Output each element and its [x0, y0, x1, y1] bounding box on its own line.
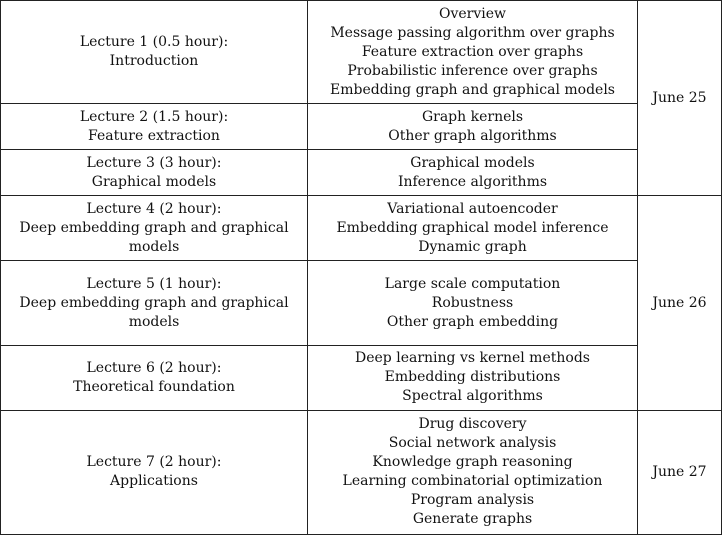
lecture-topic: Introduction — [109, 53, 199, 70]
content-item: Overview — [438, 5, 507, 22]
date-cell — [638, 410, 722, 534]
contents-cell — [308, 410, 638, 534]
table-row — [1, 261, 722, 345]
contents-cell — [308, 104, 638, 150]
content-item: Learning combinatorial optimization — [342, 473, 603, 490]
lecture-title: Lecture 2 (1.5 hour): — [79, 108, 229, 125]
content-item: Other graph embedding — [386, 313, 559, 330]
date-cell — [638, 196, 722, 410]
lecture-topic: Theoretical foundation — [73, 378, 235, 395]
lecture-topic: models — [128, 238, 180, 255]
lecture-topic: models — [128, 313, 180, 330]
lecture-topic: Applications — [110, 473, 198, 490]
content-item: Probabilistic inference over graphs — [347, 62, 598, 79]
content-item: Dynamic graph — [418, 238, 527, 255]
lecture-cell — [1, 410, 308, 534]
table-row — [1, 410, 722, 534]
lecture-title: Lecture 4 (2 hour): — [86, 200, 222, 217]
lecture-cell — [1, 104, 308, 150]
lecture-cell — [1, 345, 308, 410]
content-item: Other graph algorithms — [388, 127, 557, 144]
content-item: Graphical models — [410, 154, 535, 171]
contents-cell — [308, 345, 638, 410]
contents-cell — [308, 1, 638, 104]
content-item: Drug discovery — [418, 416, 527, 433]
lecture-topic: Deep embedding graph and graphical — [19, 294, 289, 311]
contents-cell — [308, 150, 638, 196]
contents-cell — [308, 261, 638, 345]
table-row — [1, 345, 722, 410]
content-item: Knowledge graph reasoning — [372, 454, 573, 471]
date-cell — [638, 1, 722, 196]
table-row — [1, 196, 722, 261]
content-item: Feature extraction over graphs — [361, 43, 584, 60]
content-item: Message passing algorithm over graphs — [330, 24, 615, 41]
lecture-title: Lecture 6 (2 hour): — [86, 359, 222, 376]
content-item: Robustness — [431, 294, 514, 311]
lecture-title: Lecture 7 (2 hour): — [86, 454, 222, 471]
lecture-topic: Feature extraction — [88, 127, 220, 144]
lecture-title: Lecture 3 (3 hour): — [86, 154, 222, 171]
date-label: June 27 — [652, 463, 707, 480]
lecture-title: Lecture 5 (1 hour): — [86, 275, 222, 292]
table-row — [1, 150, 722, 196]
date-label: June 26 — [652, 294, 707, 311]
content-item: Social network analysis — [388, 435, 557, 452]
table-row — [1, 1, 722, 104]
content-item: Embedding distributions — [384, 369, 561, 386]
content-item: Deep learning vs kernel methods — [355, 350, 590, 367]
lecture-cell — [1, 261, 308, 345]
content-item: Large scale computation — [384, 275, 561, 292]
contents-cell — [308, 196, 638, 261]
lecture-cell — [1, 1, 308, 104]
content-item: Inference algorithms — [397, 173, 548, 190]
date-label: June 25 — [652, 89, 707, 106]
content-item: Embedding graphical model inference — [336, 219, 609, 236]
content-item: Spectral algorithms — [402, 388, 543, 405]
table-row — [1, 104, 722, 150]
lecture-topic: Graphical models — [91, 173, 217, 190]
content-item: Graph kernels — [421, 108, 524, 125]
lecture-cell — [1, 150, 308, 196]
content-item: Generate graphs — [412, 511, 533, 528]
content-item: Embedding graph and graphical models — [330, 81, 615, 98]
lecture-cell — [1, 196, 308, 261]
content-item: Program analysis — [410, 492, 535, 509]
lecture-title: Lecture 1 (0.5 hour): — [79, 34, 229, 51]
lecture-topic: Deep embedding graph and graphical — [19, 219, 289, 236]
content-item: Variational autoencoder — [387, 200, 558, 217]
